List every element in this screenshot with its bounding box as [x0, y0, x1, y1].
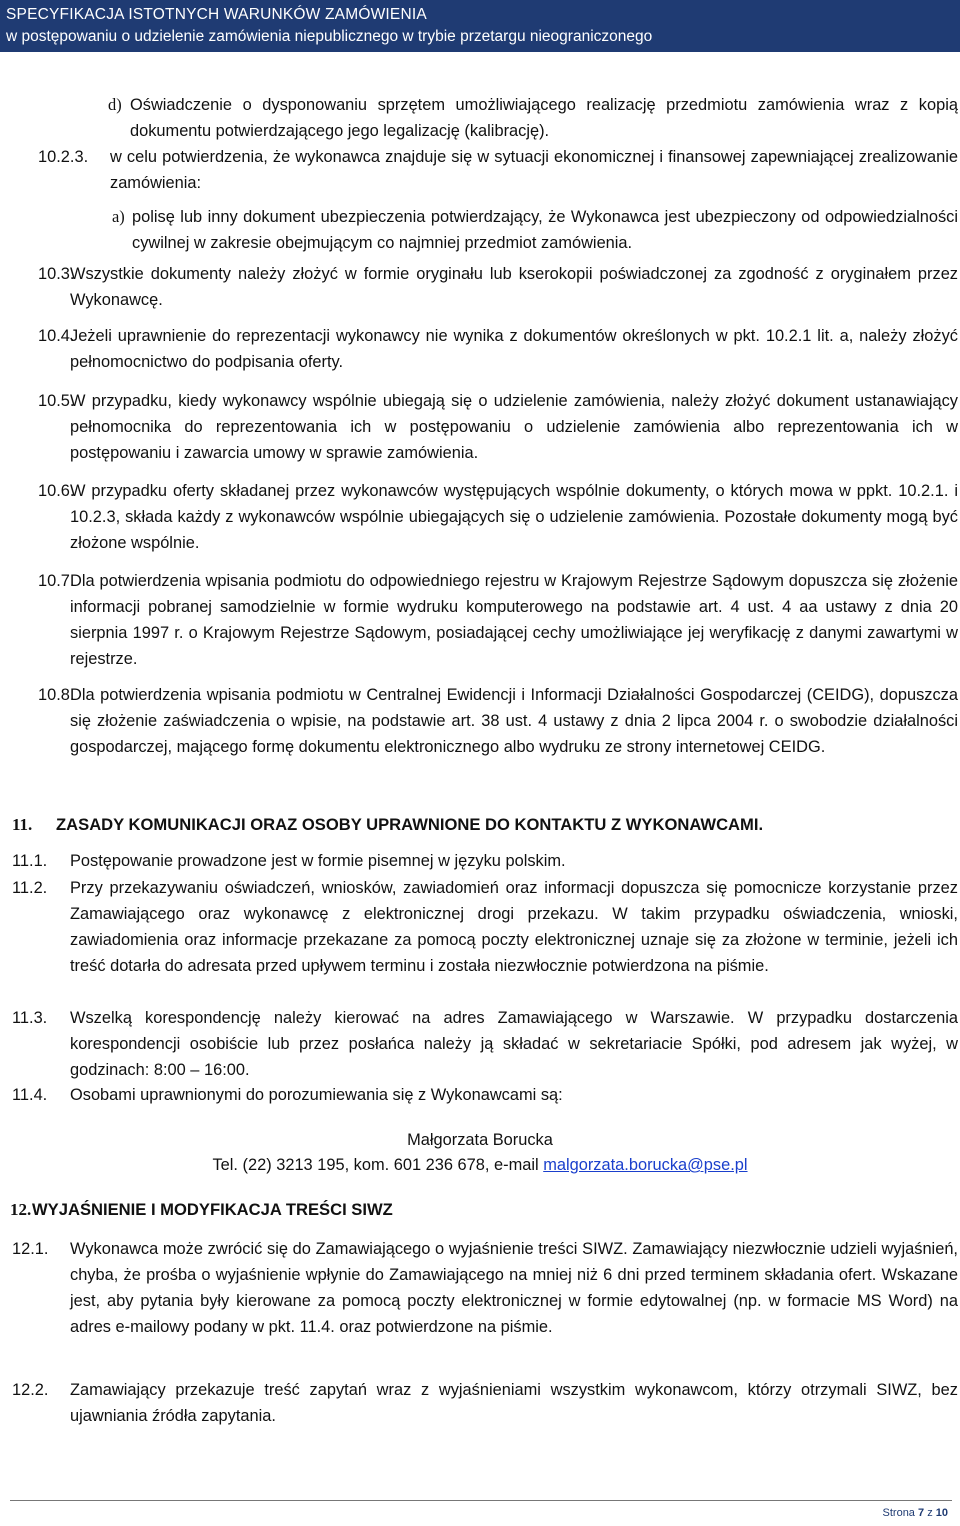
item-text: Postępowanie prowadzone jest w formie pisemnej w języku polskim.: [70, 852, 566, 870]
footer-page-number: 7: [918, 1507, 925, 1519]
item-text: Osobami uprawnionymi do porozumiewania się z Wykonawcami są:: [70, 1086, 563, 1104]
item-number: 10.7.: [38, 572, 75, 590]
item-text: Zamawiający przekazuje treść zapytań wraz z wyjaśnieniami wszystkim wykonawcom, którzy otrzymali SIWZ, bez ujawniania źródła zapytania.: [70, 1381, 958, 1425]
contact-email-link[interactable]: malgorzata.borucka@pse.pl: [543, 1156, 748, 1174]
item-number: 11.4.: [12, 1086, 48, 1104]
item-number: 10.8.: [38, 686, 75, 704]
item-number: 12.1.: [12, 1240, 49, 1258]
item-text: polisę lub inny dokument ubezpieczenia potwierdzający, że Wykonawca jest ubezpieczony od odpowiedzialności cywilnej w zakresie obejmującym co najmniej przedmiot zamówienia.: [132, 208, 958, 252]
page-footer: [883, 1507, 948, 1519]
item-number: 10.5.: [38, 392, 75, 410]
section-11-title: ZASADY KOMUNIKACJI ORAZ OSOBY UPRAWNIONE DO KONTAKTU Z WYKONAWCAMI.: [56, 815, 764, 834]
contact-name: Małgorzata Borucka: [407, 1131, 553, 1149]
section-12-title: WYJAŚNIENIE I MODYFIKACJA TREŚCI SIWZ: [32, 1200, 393, 1219]
item-text: Wszelką korespondencję należy kierować na adres Zamawiającego w Warszawie. W przypadku dostarczenia korespondencji osobiście lub przez posłańca należy ją składać w sekretariacie Spółki, pod adresem jak wyżej, w godzinach: 8:00 – 16:00.: [70, 1009, 958, 1079]
item-number: a): [112, 207, 125, 226]
item-number: 10.3.: [38, 265, 75, 283]
item-text: Dla potwierdzenia wpisania podmiotu do odpowiedniego rejestru w Krajowym Rejestrze Sądowym dopuszcza się złożenie informacji pobranej samodzielnie w formie wydruku komputerowego na podstawie art. 4 ust. 4 aa ustawy z dnia 20 sierpnia 1997 r. o Krajowym Rejestrze Sądowym, posiadającej cechy umożliwiające jej weryfikację z danymi zawartymi w rejestrze.: [70, 572, 958, 668]
footer-separator: z: [927, 1507, 933, 1519]
item-text: Przy przekazywaniu oświadczeń, wniosków, zawiadomień oraz informacji dopuszcza się pomocnicze korzystanie przez Zamawiającego oraz wykonawcę z elektronicznej drogi przekazu. W takim przypadku oświadczenia, wnioski, zawiadomienia oraz informacje przekazane za pomocą poczty elektronicznej uznaje się za złożone w terminie, jeżeli ich treść dotarła do adresata przed upływem terminu i została niezwłocznie potwierdzona na piśmie.: [70, 879, 958, 975]
item-number: 10.4.: [38, 327, 75, 345]
footer-divider: [10, 1500, 952, 1501]
item-text: Oświadczenie o dysponowaniu sprzętem umożliwiającego realizację przedmiotu zamówienia wraz z kopią dokumentu potwierdzającego jego legalizację (kalibrację).: [130, 96, 958, 140]
header-title: SPECYFIKACJA ISTOTNYCH WARUNKÓW ZAMÓWIENIA: [6, 6, 427, 23]
item-text: W przypadku oferty składanej przez wykonawców występujących wspólnie dokumenty, o których mowa w ppkt. 10.2.1. i 10.2.3, składa każdy z wykonawców wspólnie ubiegających się o udzielenie zamówienia. Pozostałe dokumenty mogą być złożone wspólnie.: [70, 482, 958, 552]
item-number: 10.6.: [38, 482, 75, 500]
item-number: d): [108, 95, 122, 114]
contact-details: [0, 1152, 960, 1178]
footer-total-pages: 10: [935, 1507, 948, 1519]
item-text: W przypadku, kiedy wykonawcy wspólnie ubiegają się o udzielenie zamówienia, należy złożyć dokument ustanawiający pełnomocnika do reprezentowania ich w postępowaniu o udzielenie zamówienia albo reprezentowania ich w postępowaniu i zawarcia umowy w sprawie zamówienia.: [70, 392, 958, 462]
item-text: Wykonawca może zwrócić się do Zamawiającego o wyjaśnienie treści SIWZ. Zamawiający niezwłocznie udzieli wyjaśnień, chyba, że prośba o wyjaśnienie wpłynie do Zamawiającego na mniej niż 6 dni przed terminem składania ofert. Wskazane jest, aby pytania były kierowane za pomocą poczty elektronicznej w formie edytowalnej (np. w formacie MS Word) na adres e-mailowy podany w pkt. 11.4. oraz potwierdzone na piśmie.: [70, 1240, 958, 1336]
section-12-number: 12.: [10, 1200, 32, 1219]
item-text: Jeżeli uprawnienie do reprezentacji wykonawcy nie wynika z dokumentów określonych w pkt. 10.2.1 lit. a, należy złożyć pełnomocnictwo do podpisania oferty.: [70, 327, 958, 371]
item-text: Dla potwierdzenia wpisania podmiotu w Centralnej Ewidencji i Informacji Działalności Gospodarczej (CEIDG), dopuszcza się złożenie zaświadczenia o wpisie, na podstawie art. 38 ust. 4 ustawy z dnia 2 lipca 2004 r. o swobodzie działalności gospodarczej, mającego formę dokumentu elektronicznego albo wydruku ze strony internetowej CEIDG.: [70, 686, 958, 756]
section-11-number: 11.: [12, 815, 33, 834]
header-subtitle: w postępowaniu o udzielenie zamówienia niepublicznego w trybie przetargu nieograniczonego: [6, 28, 653, 45]
item-number: 12.2.: [12, 1381, 49, 1399]
item-text: Wszystkie dokumenty należy złożyć w formie oryginału lub kserokopii poświadczonej za zgodność z oryginałem przez Wykonawcę.: [70, 265, 958, 309]
footer-label: Strona: [882, 1507, 915, 1519]
item-number: 10.2.3.: [38, 148, 89, 166]
item-number: 11.2.: [12, 879, 48, 897]
item-number: 11.1.: [12, 852, 48, 870]
contact-phone: Tel. (22) 3213 195, kom. 601 236 678, e-mail: [212, 1156, 539, 1174]
item-number: 11.3.: [12, 1009, 48, 1027]
item-text: w celu potwierdzenia, że wykonawca znajduje się w sytuacji ekonomicznej i finansowej zapewniającej zrealizowanie zamówienia:: [110, 148, 958, 192]
